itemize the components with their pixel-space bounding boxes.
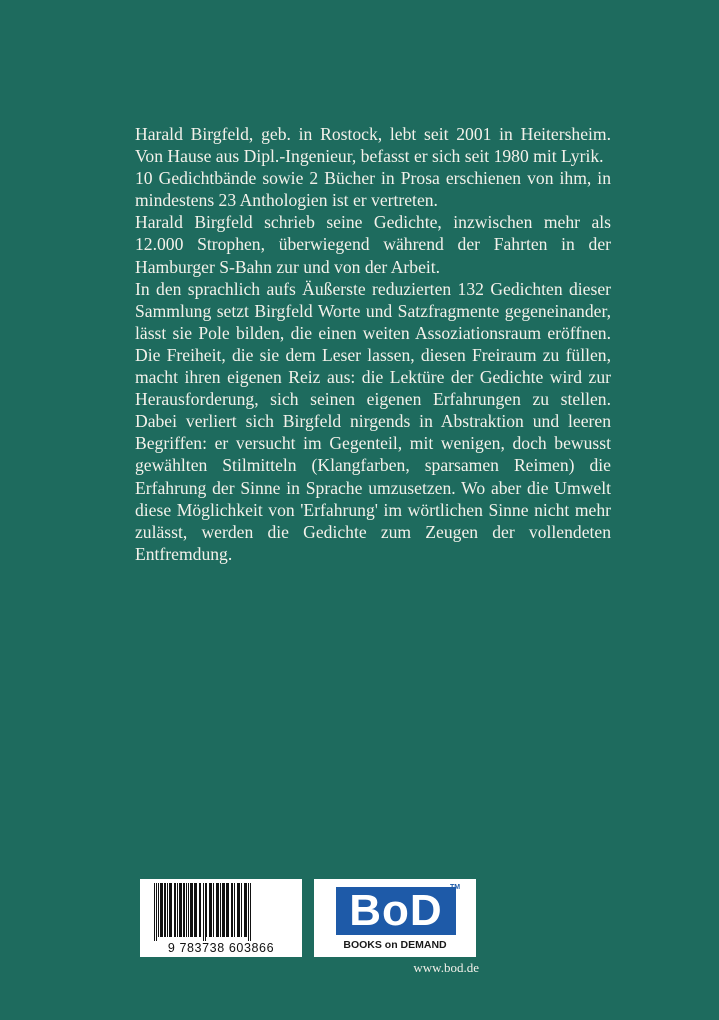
barcode-bar [177, 883, 178, 937]
barcode-bar [183, 883, 185, 937]
barcode-bar [174, 883, 176, 937]
barcode-bar [231, 883, 233, 937]
barcode-bar [241, 883, 242, 937]
isbn-barcode [140, 879, 302, 957]
barcode-bar [154, 883, 155, 941]
barcode-bar [244, 883, 247, 937]
barcode-bar [222, 883, 225, 937]
barcode-bar [169, 883, 172, 937]
barcode-bar [199, 883, 201, 937]
barcode-bar [216, 883, 219, 937]
barcode-bar [234, 883, 235, 937]
barcode-bars [140, 879, 302, 941]
blurb-paragraph-works: 10 Gedichtbände sowie 2 Bücher in Prosa erschienen von ihm, in mindestens 23 Anthologien ist er vertreten. [135, 168, 611, 211]
barcode-bar [188, 883, 189, 937]
barcode-bar [209, 883, 212, 937]
barcode-bar [156, 883, 157, 941]
blurb-paragraph-author: Harald Birgfeld, geb. in Rostock, lebt seit 2001 in Heitersheim. Von Hause aus Dipl.-Ingenieur, befasst er sich seit 1980 mit Lyrik. [135, 124, 611, 167]
publisher-website: www.bod.de [413, 960, 479, 975]
barcode-bar [250, 883, 251, 941]
barcode-bar [248, 883, 249, 941]
bod-logo-mark: BoD [336, 887, 456, 935]
publisher-logo [314, 879, 476, 957]
barcode-bar [203, 883, 204, 941]
barcode-bar [226, 883, 229, 937]
barcode-bar [164, 883, 166, 937]
barcode-bar [206, 883, 207, 937]
publisher-tagline: BOOKS on DEMAND [343, 939, 447, 951]
author-blurb [135, 123, 611, 565]
barcode-bar [237, 883, 240, 937]
barcode-bar [167, 883, 168, 937]
barcode-bar [194, 883, 197, 937]
barcode-bar [190, 883, 193, 937]
barcode-bar [213, 883, 214, 937]
barcode-bar [160, 883, 163, 937]
barcode-bar [186, 883, 187, 937]
trademark-symbol: TM [450, 884, 461, 891]
barcode-bar [179, 883, 182, 937]
blurb-paragraph-writing: Harald Birgfeld schrieb seine Gedichte, inzwischen mehr als 12.000 Strophen, überwiegend während der Fahrten in der Hamburger S-Bahn zur und von der Arbeit. [135, 212, 611, 277]
isbn-number: 9 783738 603866 [167, 941, 275, 955]
barcode-bar [205, 883, 206, 941]
barcode-bar [158, 883, 159, 937]
blurb-paragraph-collection: In den sprachlich aufs Äußerste reduzierten 132 Gedichten dieser Sammlung setzt Birgfeld Worte und Satzfragmente gegeneinander, lässt sie Pole bilden, die einen weiten Assoziationsraum eröffnen. Die Freiheit, die sie dem Leser lassen, diesen Freiraum zu füllen, macht ihren eigenen Reiz aus: die Lektüre der Gedichte wird zur Herausforderung, sich seinen eigenen Erfahrungen zu stellen. Dabei verliert sich Birgfeld nirgends in Abstraktion und leeren Begriffen: er versucht im Gegenteil, mit wenigen, doch bewusst gewählten Stilmitteln (Klangfarben, sparsamen Reimen) die Erfahrung der Sinne in Sprache umzusetzen. Wo aber die Umwelt diese Möglichkeit von 'Erfahrung' im wörtlichen Sinne nicht mehr zulässt, werden die Gedichte zum Zeugen der vollendeten Entfremdung. [135, 278, 611, 564]
barcode-bar [220, 883, 221, 937]
